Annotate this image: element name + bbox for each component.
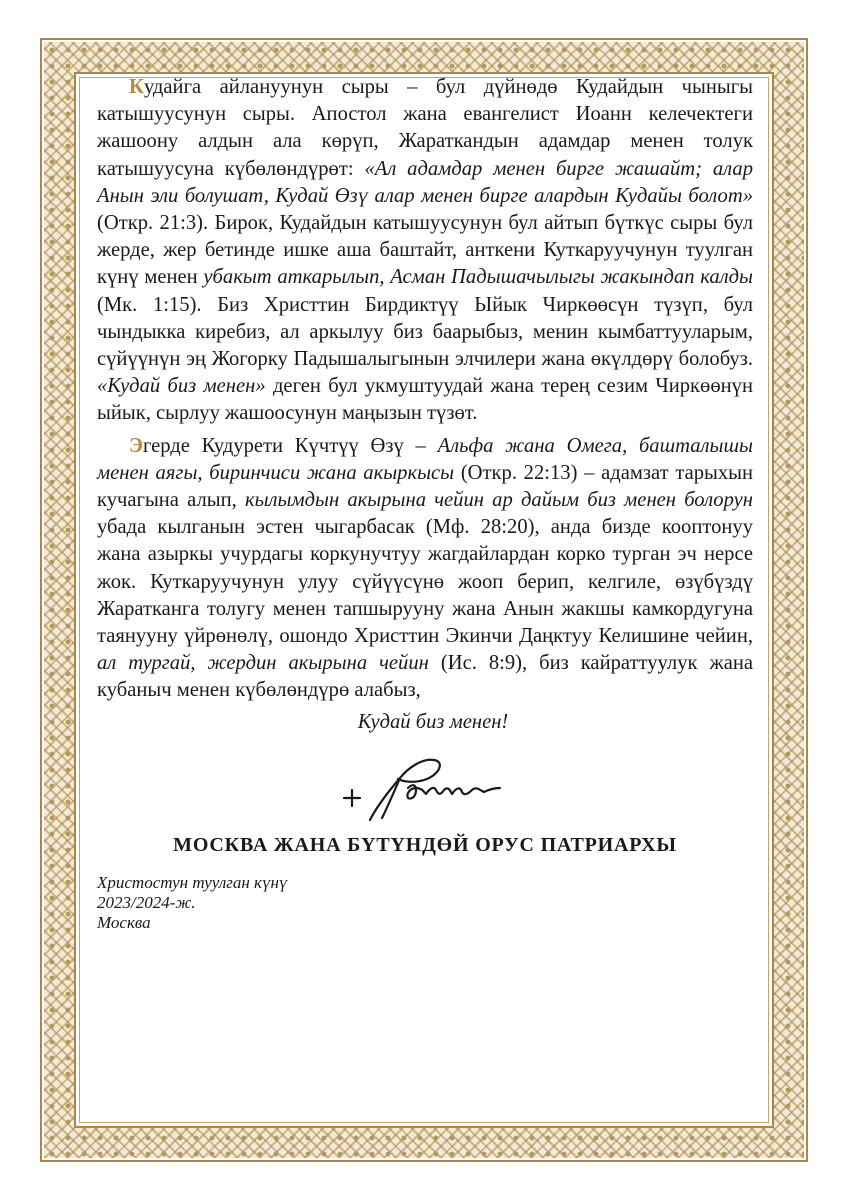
paragraph-2	[97, 433, 753, 705]
p1-quote-2: убакыт аткарылып, Асман Падышачылыгы жакындап калды	[203, 266, 753, 289]
dropcap-1: К	[129, 76, 144, 98]
p1-text-2: (Откр. 21:3). Бирок, Кудайдын катышуусунун бул айтып бүткүс сыры бул жерде, жер бетинде ишке аша баштайт, анткени Куткаруучунун туулган күнү менен	[97, 212, 753, 289]
p1-text-3: (Мк. 1:15). Биз Христтин Бирдиктүү Ыйык Чиркөөсүн түзүп, бул чындыкка киребиз, ал аркылуу биз баарыбыз, менин кымбаттууларым, сүйүүнүн эң Жогорку Падышалыгынын элчилери жана өкүлдөрү болобуз.	[97, 293, 753, 371]
footer-city: Москва	[97, 912, 151, 932]
p2-text-2: (Откр. 22:13) – адамзат тарыхын кучагына алып,	[97, 461, 753, 512]
paragraph-1	[97, 74, 753, 428]
p1-quote-1: «Ал адамдар менен бирге жашайт; алар Анын эли болушат, Кудай Өзү алар менен бирге алардын Кудайы болот»	[97, 157, 753, 207]
p2-text-1: герде Кудурети Күчтүү Өзү –	[142, 434, 438, 457]
dropcap-2: Э	[129, 434, 143, 457]
footer-year: 2023/2024-ж.	[97, 892, 196, 912]
p1-text-4: деген бул укмуштуудай жана терең сезим Чиркөөнүн ыйык, сырлуу жашоосунун маңызын түзөт.	[97, 375, 753, 425]
blessing-line: Кудай биз менен!	[357, 710, 509, 733]
letter-footer	[97, 873, 753, 933]
p2-quote-3: ал тургай, жердин акырына чейин	[97, 652, 429, 675]
p2-quote-2: кылымдын акырына чейин ар дайым биз менен болорун	[244, 489, 753, 512]
p1-text-1: удайга айлануунун сыры – бул дүйнөдө Кудайдын чыныгы катышуусунун сыры. Апостол жана евангелист Иоанн келечектеги жашоону алдын ала көрүп, Жараткандын адамдар менен толук катышуусуна күбөлөндүрөт:	[97, 76, 753, 180]
footer-occasion: Христостун туулган күнү	[97, 872, 288, 892]
p1-quote-3: «Кудай биз менен»	[97, 375, 266, 398]
letter-content	[97, 74, 753, 933]
p2-quote-1: Альфа жана Омега, башталышы менен аягы, биринчиси жана акыркысы	[97, 434, 753, 484]
p2-text-3: убада кылганын эстен чыгарбасак (Мф. 28:20), анда бизде кооптонуу жана азыркы учурдагы коркунучтуу жагдайлардан корко турган эч нерсе жок. Куткаруучунун улуу сүйүүсүнө жооп берип, келгиле, өзүбүздү Жаратканга толугу менен тапшырууну жана Анын жакшы камкордугуна таянууну үйрөнөлү, ошондо Христтин Экинчи Даңктуу Келишине чейин,	[97, 516, 753, 648]
patriarch-title: МОСКВА ЖАНА БҮТҮНДӨЙ ОРУС ПАТРИАРХЫ	[173, 833, 677, 856]
p2-text-4: (Ис. 8:9), биз кайраттуулук жана кубаныч менен күбөлөндүрө алабыз,	[97, 652, 753, 702]
signature-image	[330, 748, 520, 828]
